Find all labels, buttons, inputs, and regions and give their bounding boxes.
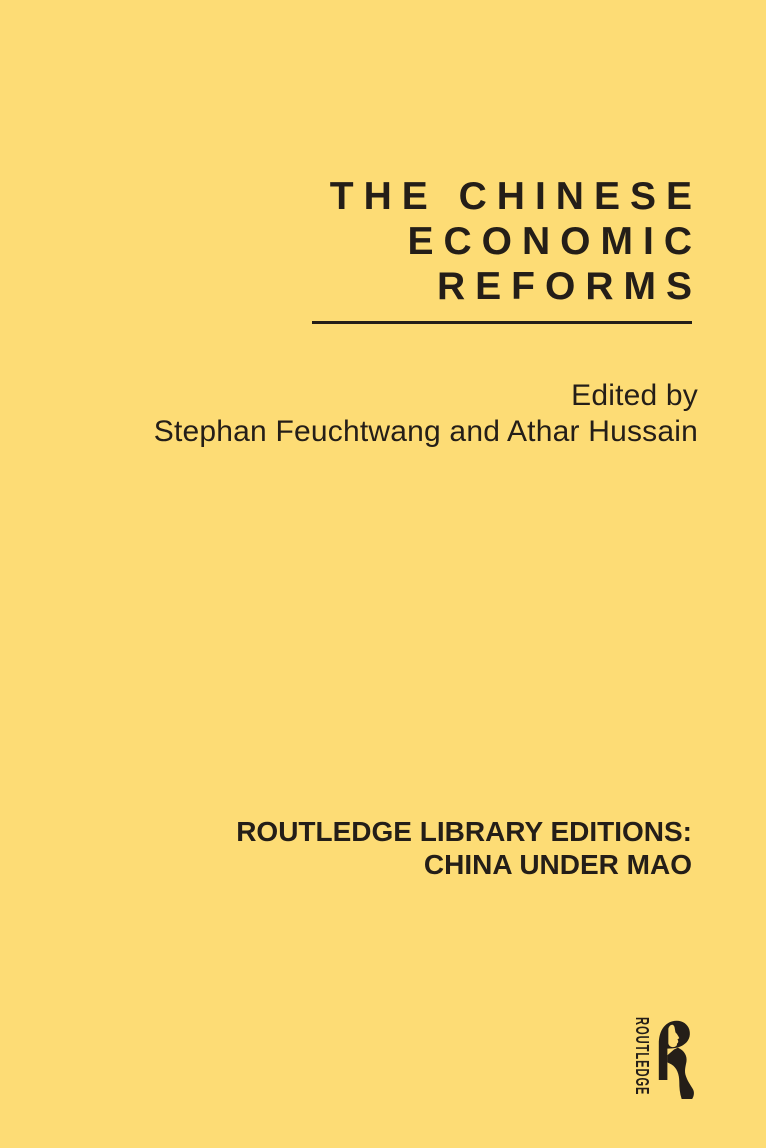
- routledge-wordmark-vertical: ROUTLEDGE: [632, 1017, 652, 1096]
- book-title-line-1: THE CHINESE: [329, 175, 702, 218]
- series-title-line-1: ROUTLEDGE LIBRARY EDITIONS:: [236, 816, 692, 847]
- book-title-line-2: ECONOMIC: [407, 220, 702, 263]
- series-title: [236, 815, 692, 881]
- series-title-line-2: CHINA UNDER MAO: [423, 849, 692, 880]
- editor-credit: [154, 378, 698, 450]
- title-underline-rule: [312, 321, 692, 324]
- edited-by-label: Edited by: [571, 379, 698, 412]
- editor-names: Stephan Feuchtwang and Athar Hussain: [153, 415, 698, 448]
- routledge-r-face-icon: [655, 1018, 695, 1102]
- routledge-logo: [630, 1016, 698, 1104]
- book-title-line-3: REFORMS: [437, 265, 702, 308]
- book-title: [330, 174, 702, 309]
